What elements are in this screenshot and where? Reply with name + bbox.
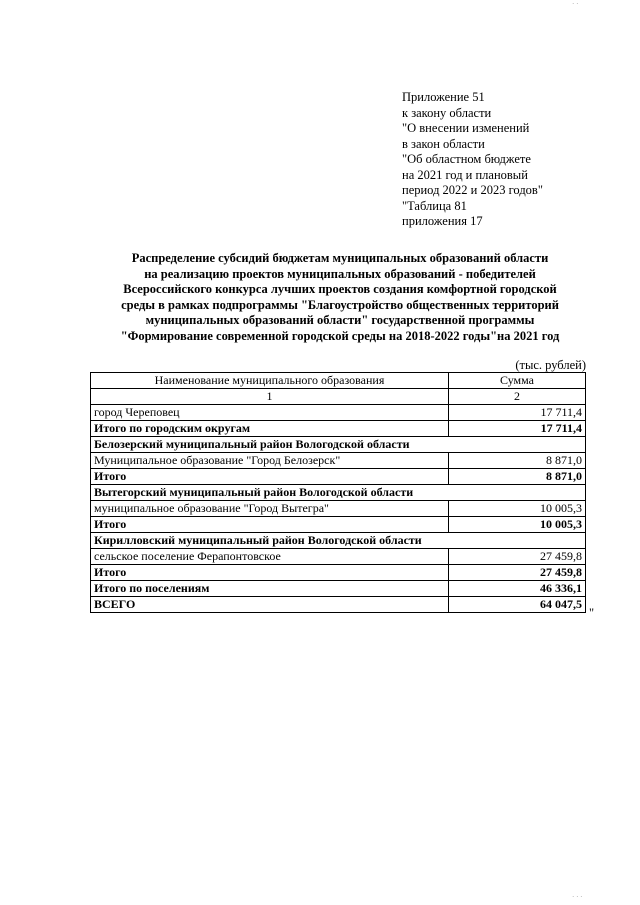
title-line: на реализацию проектов муниципальных образований - победителей [144, 266, 536, 281]
table-row [91, 501, 586, 517]
grand-total-row [91, 597, 586, 613]
subtotal-row [91, 469, 586, 485]
appendix-line: к закону области [402, 105, 492, 120]
row-name: Итого по поселениям [91, 581, 449, 597]
appendix-line: "Таблица 81 [402, 198, 467, 213]
units-label: (тыс. рублей) [515, 358, 586, 372]
col-number-name: 1 [91, 389, 449, 405]
district-name: Кирилловский муниципальный район Вологодской области [91, 533, 586, 549]
district-name: Вытегорский муниципальный район Вологодской области [91, 485, 586, 501]
header-sum: Сумма [449, 373, 586, 389]
row-sum: 17 711,4 [449, 405, 586, 421]
title-line: среды в рамках подпрограммы "Благоустройство общественных территорий [121, 297, 559, 312]
row-name: Муниципальное образование "Город Белозерск" [91, 453, 449, 469]
subtotal-row [91, 421, 586, 437]
row-sum: 10 005,3 [449, 501, 586, 517]
row-sum: 10 005,3 [449, 517, 586, 533]
title-line: Распределение субсидий бюджетам муниципальных образований области [131, 251, 549, 265]
scan-mark-bottom: · · · [572, 893, 583, 901]
appendix-line: Приложение 51 [402, 90, 485, 104]
row-name: Итого [91, 517, 449, 533]
district-header-row [91, 437, 586, 453]
row-name: Итого по городским округам [91, 421, 449, 437]
appendix-line: период 2022 и 2023 годов" [402, 183, 543, 197]
row-sum: 27 459,8 [449, 565, 586, 581]
document-title [90, 251, 590, 344]
row-name: сельское поселение Ферапонтовское [91, 549, 449, 565]
row-sum: 27 459,8 [449, 549, 586, 565]
row-name: ВСЕГО [91, 597, 449, 613]
appendix-line: на 2021 год и плановый [402, 167, 528, 182]
settlements-total-row [91, 581, 586, 597]
column-number-row [91, 389, 586, 405]
appendix-line: в закон области [402, 136, 485, 151]
closing-quote: " [589, 606, 595, 620]
appendix-line: "О внесении изменений [402, 121, 530, 135]
row-sum: 17 711,4 [449, 421, 586, 437]
subtotal-row [91, 565, 586, 581]
row-sum: 46 336,1 [449, 581, 586, 597]
row-name: город Череповец [91, 405, 449, 421]
table-row [91, 549, 586, 565]
header-name: Наименование муниципального образования [91, 373, 449, 389]
row-name: Итого [91, 565, 449, 581]
col-number-sum: 2 [449, 389, 586, 405]
row-sum: 64 047,5 [449, 597, 586, 613]
title-line: муниципальных образований области" государственной программы [145, 313, 535, 327]
title-line: Всероссийского конкурса лучших проектов создания комфортной городской [123, 282, 557, 296]
appendix-line: "Об областном бюджете [402, 152, 531, 166]
scan-mark-top: · · [572, 0, 579, 8]
row-sum: 8 871,0 [449, 453, 586, 469]
row-name: Итого [91, 469, 449, 485]
appendix-reference [402, 90, 543, 230]
table-header-row [91, 373, 586, 389]
table-row [91, 405, 586, 421]
row-sum: 8 871,0 [449, 469, 586, 485]
row-name: муниципальное образование "Город Вытегра" [91, 501, 449, 517]
district-header-row [91, 485, 586, 501]
title-line: "Формирование современной городской среды на 2018-2022 годы"на 2021 год [120, 328, 560, 343]
table-row [91, 453, 586, 469]
district-header-row [91, 533, 586, 549]
district-name: Белозерский муниципальный район Вологодской области [91, 437, 586, 453]
subtotal-row [91, 517, 586, 533]
appendix-line: приложения 17 [402, 214, 483, 228]
subsidy-table [90, 372, 586, 613]
